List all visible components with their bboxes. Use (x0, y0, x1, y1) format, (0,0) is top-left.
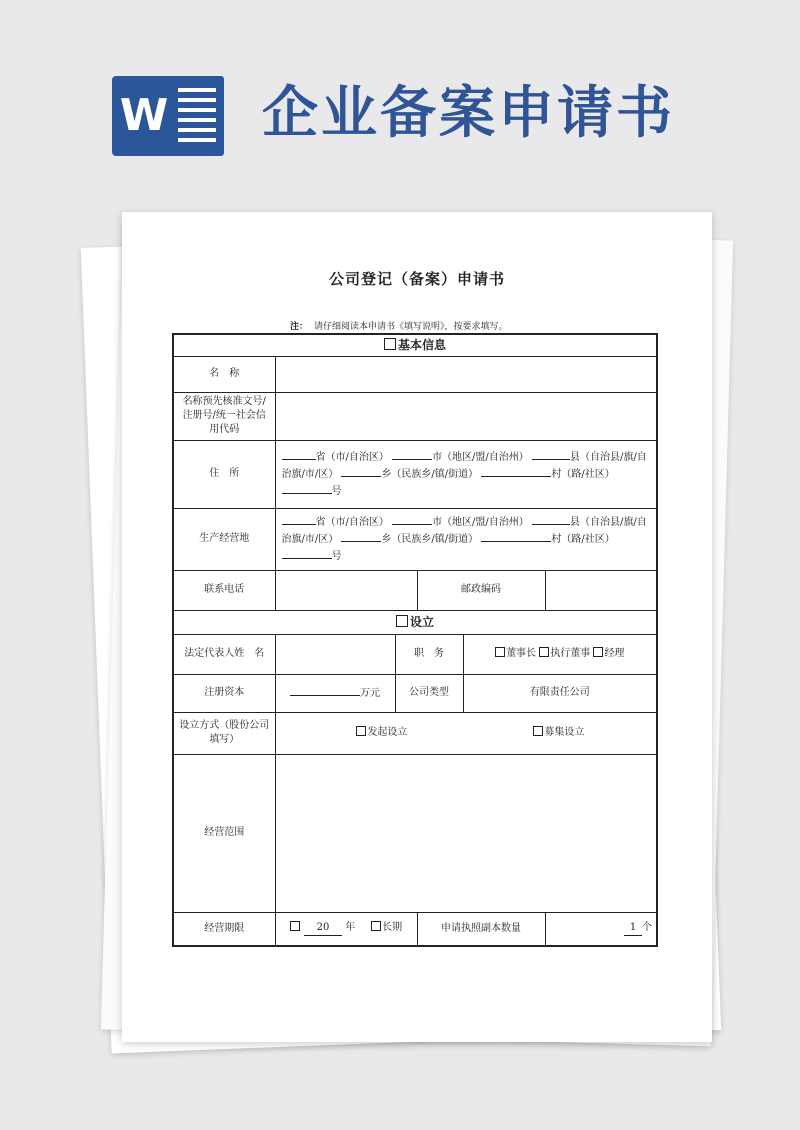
term-long: 长期 (382, 922, 403, 934)
option-promotion: 发起设立 (367, 727, 408, 738)
registration-form-table (172, 333, 658, 947)
label-company-type: 公司类型 (395, 674, 463, 712)
copies-value: 1 (624, 921, 642, 936)
addr-village: 村（路/社区） (551, 533, 615, 545)
input-reg-code[interactable] (275, 392, 657, 440)
banner (0, 0, 800, 200)
banner-title: 企业备案申请书 (262, 81, 675, 146)
checkbox-icon[interactable] (495, 647, 505, 657)
option-executive-director: 执行董事 (550, 648, 591, 659)
checkbox-icon[interactable] (396, 615, 408, 627)
addr-province: 省（市/自治区） (315, 451, 389, 463)
checkbox-icon[interactable] (539, 647, 549, 657)
label-legal-rep: 法定代表人姓 名 (173, 634, 275, 674)
addr-township: 乡（民族乡/镇/街道） (381, 533, 479, 545)
label-residence: 住 所 (173, 440, 275, 508)
input-legal-rep[interactable] (275, 634, 395, 674)
input-postcode[interactable] (545, 570, 657, 610)
form-page (122, 212, 712, 1042)
section-label: 基本信息 (398, 338, 447, 353)
word-icon-letter: W (112, 76, 176, 156)
copies-field[interactable] (545, 912, 657, 946)
word-icon-lines (168, 76, 224, 156)
term-year-unit: 年 (345, 922, 356, 934)
word-document-icon (112, 76, 224, 156)
term-options (275, 912, 417, 946)
input-capital[interactable] (275, 674, 395, 712)
input-phone[interactable] (275, 570, 417, 610)
checkbox-icon[interactable] (384, 338, 396, 350)
capital-unit: 万元 (360, 688, 380, 699)
checkbox-icon[interactable] (533, 726, 543, 736)
addr-province: 省（市/自治区） (315, 516, 389, 528)
label-position: 职 务 (395, 634, 463, 674)
checkbox-icon[interactable] (356, 726, 366, 736)
label-capital: 注册资本 (173, 674, 275, 712)
section-basic-info[interactable] (173, 334, 657, 356)
position-options (463, 634, 657, 674)
form-title: 公司登记（备案）申请书 (328, 270, 505, 288)
label-production-site: 生产经营地 (173, 508, 275, 570)
label-phone: 联系电话 (173, 570, 275, 610)
addr-number: 号 (331, 485, 342, 497)
addr-city: 市（地区/盟/自治州） (432, 451, 529, 463)
note-text: 请仔细阅读本申请书《填写说明》，按要求填写。 (314, 322, 508, 332)
option-offering: 募集设立 (544, 727, 585, 738)
section-label: 设立 (410, 615, 435, 629)
option-manager: 经理 (604, 648, 625, 659)
copies-unit: 个 (642, 922, 653, 934)
checkbox-icon[interactable] (593, 647, 603, 657)
input-production-address[interactable] (275, 508, 657, 570)
section-setup[interactable] (173, 610, 657, 634)
label-business-scope: 经营范围 (173, 754, 275, 912)
label-name: 名 称 (173, 356, 275, 392)
checkbox-icon[interactable] (290, 921, 300, 931)
label-copies: 申请执照副本数量 (417, 912, 545, 946)
label-setup-method: 设立方式（股份公司填写） (173, 712, 275, 754)
form-note (290, 319, 508, 332)
company-type-value: 有限责任公司 (463, 674, 657, 712)
checkbox-icon[interactable] (371, 921, 381, 931)
addr-county: 县（自治县/旗/自治旗/市/区） (281, 516, 647, 545)
input-residence-address[interactable] (275, 440, 657, 508)
note-label: 注： (290, 322, 309, 332)
addr-township: 乡（民族乡/镇/街道） (381, 468, 479, 480)
label-postcode: 邮政编码 (417, 570, 545, 610)
label-business-term: 经营期限 (173, 912, 275, 946)
input-business-scope[interactable] (275, 754, 657, 912)
addr-county: 县（自治县/旗/自治旗/市/区） (281, 451, 647, 480)
addr-city: 市（地区/盟/自治州） (432, 516, 529, 528)
term-year: 20 (304, 921, 342, 936)
addr-village: 村（路/社区） (551, 468, 615, 480)
label-reg-code: 名称预先核准文号/注册号/统一社会信用代码 (173, 392, 275, 440)
addr-number: 号 (331, 550, 342, 562)
input-name[interactable] (275, 356, 657, 392)
setup-method-options (275, 712, 657, 754)
option-chairman: 董事长 (506, 648, 537, 659)
